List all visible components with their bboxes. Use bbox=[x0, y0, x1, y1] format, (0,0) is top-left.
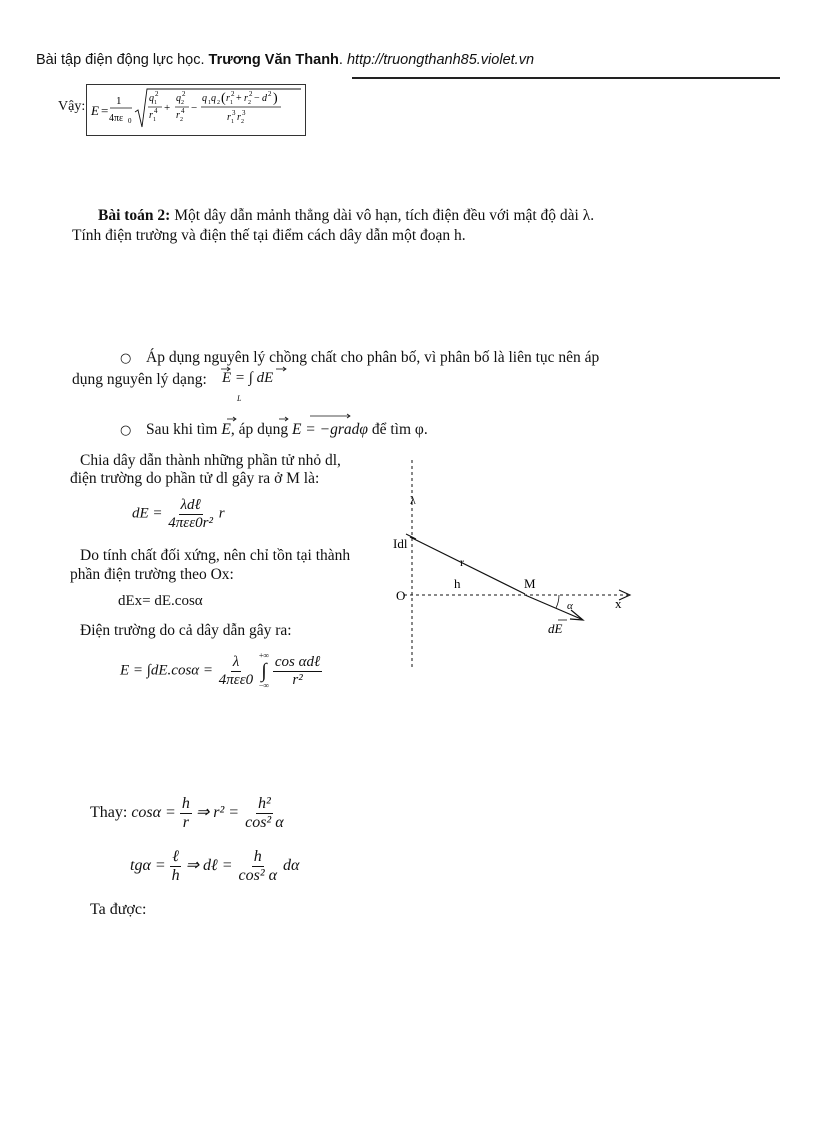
bullet2-text-c: để tìm φ. bbox=[371, 421, 428, 438]
deriv-p2-line1: Do tính chất đối xứng, nên chỉ tồn tại thành bbox=[80, 547, 351, 564]
svg-text:2: 2 bbox=[155, 90, 159, 98]
label-dE: dE bbox=[548, 621, 563, 636]
svg-text:q: q bbox=[176, 93, 181, 104]
subst1-frac1 bbox=[180, 795, 192, 831]
svg-text:2: 2 bbox=[182, 90, 186, 98]
svg-text:2: 2 bbox=[268, 90, 272, 98]
eq3-num: λ bbox=[232, 654, 240, 670]
eq3-int-lower: −∞ bbox=[258, 681, 270, 690]
bullet-icon: ○ bbox=[120, 423, 132, 438]
eq3-den: 4πεε0 bbox=[218, 671, 254, 688]
svg-text:r: r bbox=[227, 112, 231, 123]
svg-text:1: 1 bbox=[230, 100, 233, 106]
deriv-p1-line1: Chia dây dẫn thành những phần tử nhỏ dl, bbox=[80, 452, 341, 469]
svg-text:4: 4 bbox=[181, 107, 185, 115]
svg-text:1: 1 bbox=[208, 100, 211, 106]
label-x: x bbox=[615, 596, 622, 611]
svg-text:r: r bbox=[149, 110, 153, 121]
wire-field-figure bbox=[384, 456, 644, 676]
svg-text:4: 4 bbox=[154, 107, 158, 115]
eq1-fraction bbox=[166, 497, 215, 531]
svg-text:−: − bbox=[191, 102, 198, 114]
svg-text:3: 3 bbox=[232, 109, 236, 117]
problem2-title: Bài toán 2: bbox=[98, 207, 171, 224]
eq1-tail: r bbox=[218, 505, 225, 522]
svg-text:4πε: 4πε bbox=[109, 113, 124, 124]
header-url[interactable]: http://truongthanh85.violet.vn bbox=[346, 52, 535, 68]
svg-text:3: 3 bbox=[242, 109, 246, 117]
integral-sign-icon: ∫ bbox=[261, 660, 267, 682]
svg-text:r: r bbox=[244, 93, 248, 104]
svg-text:+: + bbox=[164, 102, 171, 114]
bullet1-formula: E = ∫ dE bbox=[222, 370, 274, 386]
label-alpha: α bbox=[567, 600, 573, 612]
svg-text:r: r bbox=[237, 112, 241, 123]
svg-text:2: 2 bbox=[180, 117, 183, 123]
deriv-p2-line2: phần điện trường theo Ox: bbox=[70, 566, 234, 583]
subst2-lhs: tgα = bbox=[130, 856, 166, 874]
subst2-den2: cos² α bbox=[238, 866, 278, 884]
bullet1-line1: Áp dụng nguyên lý chồng chất cho phân bố, vì phân bố là liên tục nên áp bbox=[146, 349, 600, 366]
eq3-integrand bbox=[273, 654, 322, 688]
dl-segment bbox=[406, 534, 416, 539]
eq3-int-upper: +∞ bbox=[258, 651, 270, 660]
subst1-num: h bbox=[181, 795, 190, 812]
bullet1-limit: L bbox=[237, 394, 242, 403]
label-r: r bbox=[460, 555, 464, 569]
subst1-den: r bbox=[182, 813, 189, 831]
subst2-num2: h bbox=[253, 848, 262, 865]
bullet2-text-b: , áp dụng bbox=[230, 421, 289, 438]
svg-text:0: 0 bbox=[128, 117, 132, 125]
label-O: O bbox=[396, 588, 406, 603]
svg-text:d: d bbox=[262, 93, 267, 104]
deriv-p3: Điện trường do cả dây dẫn gây ra: bbox=[80, 622, 292, 639]
subst2-frac2 bbox=[237, 848, 280, 884]
eq3-integral bbox=[259, 650, 269, 692]
header-separator: . bbox=[338, 52, 347, 68]
subst2-num: ℓ bbox=[172, 848, 179, 865]
subst1-den2: cos² α bbox=[245, 813, 284, 831]
label-lambda: λ bbox=[410, 493, 416, 507]
deriv-eq2: dEx= dE.cosα bbox=[118, 593, 203, 609]
deriv-eq1 bbox=[132, 497, 225, 531]
eq3-int-den: r² bbox=[292, 671, 303, 688]
bullet2-vector-arrows bbox=[226, 413, 356, 423]
deriv-p1-line2: điện trường do phần tử dl gây ra ở M là: bbox=[70, 470, 320, 487]
eq3-fraction bbox=[217, 654, 255, 688]
header-rule bbox=[352, 77, 780, 79]
subst2-tail: dα bbox=[283, 856, 300, 874]
svg-text:(: ( bbox=[221, 91, 226, 106]
subst1-num2: h² bbox=[257, 795, 271, 812]
svg-text:1: 1 bbox=[116, 95, 122, 107]
bullet2-formula: E = −gradφ bbox=[291, 421, 368, 438]
bullet-icon: ○ bbox=[120, 351, 132, 366]
alpha-arc bbox=[556, 595, 559, 608]
svg-text:r: r bbox=[176, 110, 180, 121]
subst2 bbox=[130, 848, 299, 884]
svg-text:2: 2 bbox=[181, 100, 184, 106]
eq3-int-num: cos αdℓ bbox=[274, 654, 321, 670]
subst1-lhs: cosα = bbox=[131, 803, 176, 821]
subst2-frac1 bbox=[170, 848, 182, 884]
svg-text:2: 2 bbox=[231, 90, 235, 98]
subst1-frac2 bbox=[243, 795, 286, 831]
svg-text:q: q bbox=[202, 93, 207, 104]
svg-text:2: 2 bbox=[241, 119, 244, 125]
eq1-den: 4πεε0r² bbox=[168, 514, 213, 531]
label-M: M bbox=[524, 576, 536, 591]
subst2-mid: ⇒ dℓ = bbox=[185, 856, 233, 874]
label-h: h bbox=[454, 576, 461, 591]
bullet2-line bbox=[146, 420, 428, 440]
bullet2-E: E bbox=[221, 421, 231, 438]
svg-text:−: − bbox=[254, 93, 260, 104]
deriv-eq3 bbox=[120, 650, 322, 692]
bullet1-line2: dụng nguyên lý dạng: bbox=[72, 371, 207, 388]
label-Idl: Idl bbox=[393, 536, 408, 551]
svg-text:1: 1 bbox=[154, 100, 157, 106]
header-author: Trương Văn Thanh bbox=[208, 52, 339, 68]
subst1-mid: ⇒ r² = bbox=[195, 803, 240, 821]
r-line bbox=[410, 537, 525, 594]
result-formula-box bbox=[86, 84, 306, 136]
page-header bbox=[36, 52, 534, 68]
result-formula bbox=[87, 85, 305, 135]
bullet2-text-a: Sau khi tìm bbox=[146, 421, 218, 438]
svg-text:E: E bbox=[91, 103, 99, 118]
eq3-lhs: E = ∫dE.cosα = bbox=[120, 662, 214, 679]
svg-text:q: q bbox=[149, 93, 154, 104]
subst2-den: h bbox=[171, 866, 180, 884]
problem2-line1 bbox=[98, 206, 594, 226]
svg-text:+: + bbox=[236, 93, 242, 104]
svg-text:2: 2 bbox=[217, 100, 220, 106]
svg-text:1: 1 bbox=[231, 119, 234, 125]
problem2-text1: Một dây dẫn mảnh thẳng dài vô hạn, tích điện đều với mật độ dài λ. bbox=[170, 207, 595, 224]
svg-text:): ) bbox=[273, 91, 278, 106]
problem2-line2: Tính điện trường và điện thế tại điểm cách dây dẫn một đoạn h. bbox=[72, 227, 466, 244]
subst-label: Thay: bbox=[90, 803, 128, 821]
svg-text:=: = bbox=[101, 103, 109, 118]
svg-text:q: q bbox=[211, 93, 216, 104]
svg-text:r: r bbox=[226, 93, 230, 104]
header-prefix: Bài tập điện động lực học. bbox=[36, 52, 209, 68]
subst1 bbox=[90, 795, 286, 831]
conclusion: Ta được: bbox=[90, 901, 147, 918]
bullet1-vector-arrows bbox=[218, 361, 298, 373]
result-label: Vậy: bbox=[58, 99, 86, 114]
svg-text:2: 2 bbox=[248, 100, 251, 106]
svg-text:2: 2 bbox=[249, 90, 253, 98]
eq1-lhs: dE = bbox=[132, 505, 163, 522]
eq1-num: λdℓ bbox=[180, 497, 201, 513]
svg-text:1: 1 bbox=[153, 117, 156, 123]
